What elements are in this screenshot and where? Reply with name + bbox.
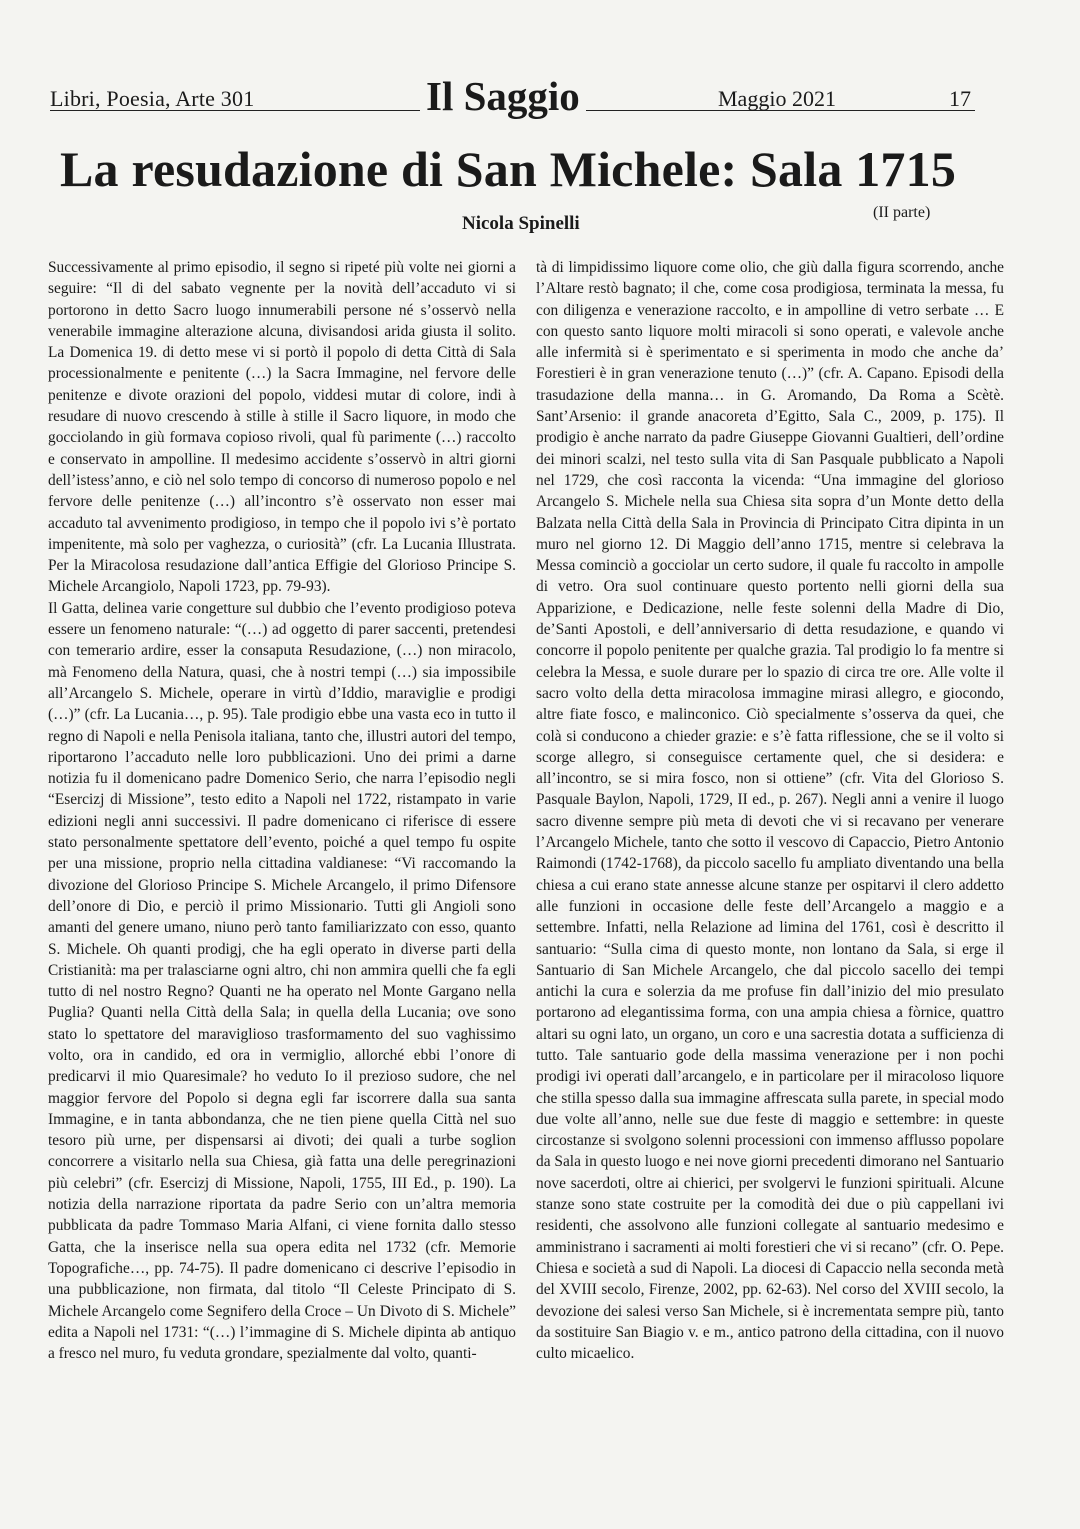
- paragraph: Il Gatta, delinea varie congetture sul dubbio che l’evento prodigioso poteva essere un fenomeno naturale: “(…) ad oggetto di parer saccenti, pretendesi con temerario ardire, esser la consaputa Resudazione, (…) non miracolo, mà Fenomeno della Natura, quasi, che à nostri tempi (…) sia impossibile all’Arcangelo S. Michele, operare in virtù d’Iddio, maraviglie e prodigi (…)” (cfr. La Lucania…, p. 95). Tale prodigio ebbe una vasta eco in tutto il regno di Napoli e nella Penisola italiana, tanto che, illustri autori del tempo, riportarono l’accaduto nelle loro pubblicazioni. Uno dei primi a darne notizia fu il domenicano padre Domenico Serio, che narra l’episodio negli “Esercizj di Missione”, testo edito a Napoli nel 1722, ristampato in varie edizioni negli anni successivi. Il padre domenicano ci riferisce di essere stato personalmente spettatore dell’evento, poiché a quel tempo fu ospite per una missione, proprio nella cittadina valdianese: “Vi raccomando la divozione del Glorioso Principe S. Michele Arcangelo, il primo Difensore dell’onore di Dio, e perciò il primo Missionario. Tutti gli Angioli sono amanti del genere umano, niuno però tanto familiarizzato con esso, quanto S. Michele. Oh quanti prodigj, che ha egli operato in diverse parti della Cristianità: ma per tralasciarne ogni altro, chi non ammira quelli che fa egli tutto di nel nostro Regno? Quanti ne ha operato nel Monte Gargano nella Puglia? Quanti nella Città della Sala; in quella della Lucania; ove sono stato lo spettatore del maraviglioso trasformamento del suo vaghissimo volto, ora in candido, ed ora in vermiglio, allorché ebbi l’onore di predicarvi il mio Quaresimale? ho veduto Io il prezioso sudore, che nel maggior fervore del Popolo si degna egli far iscorrere dalla sua santa Immagine, e in tanta abbondanza, che ne tien piene quella Città nel suo tesoro più urne, per dispensarsi ai divoti; dei quali a turbe soglion concorrere a visitarlo nella sua Chiesa, già fatta una delle peregrinazioni più celebri” (cfr. Esercizj di Missione, Napoli, 1755, III Ed., p. 190). La notizia della narrazione riportata da padre Serio con un’altra memoria pubblicata da padre Tommaso Maria Alfani, ci viene fornita dallo stesso Gatta, che la inserisce nella sua opera edita nel 1732 (cfr. Memorie Topografiche…, pp. 74-75). Il padre domenicano ci descrive l’episodio in una pubblicazione, non firmata, dal titolo “Il Celeste Principato di S. Michele Arcangelo come Segnifero della Croce – Un Divoto di S. Michele” edita a Napoli nel 1731: “(…) l’immagine di S. Michele dipinta ab antiquo a fresco nel muro, fu veduta grondare, spezialmente dal volto, quanti-: [48, 599, 516, 1363]
- text-column-right: [536, 257, 1004, 1364]
- page-number: 17: [949, 86, 971, 111]
- magazine-title: Il Saggio: [420, 74, 586, 118]
- paragraph: tà di limpidissimo liquore come olio, che giù dalla figura scorrendo, anche l’Altare restò bagnato; il che, come cosa prodigiosa, terminata la messa, fu con diligenza e venerazione raccolto, e in ampolline di vetro serbate … E con questo santo liquore molti miracoli si sono operati, e valevole anche alle infermità si è sperimentato e si sperimenta in modo che anche da’ Forestieri è in gran venerazione tenuto (…)” (cfr. A. Capano. Episodi della trasudazione della manna… in G. Aromando, Da Roma a Scètè. Sant’Arsenio: il grande anacoreta d’Egitto, Sala C., 2009, p. 175). Il prodigio è anche narrato da padre Giuseppe Giovanni Gualtieri, dell’ordine dei minori scalzi, nel testo sulla vita di San Pasquale pubblicato a Napoli nel 1729, che così racconta la vicenda: “Una immagine del glorioso Arcangelo S. Michele nella sua Chiesa sita sopra d’un Monte detto della Balzata nella Città della Sala in Provincia di Principato Citra dipinta in un muro nel giorno 12. Di Maggio dell’anno 1715, mentre si celebrava la Messa cominciò a gocciolar un certo sudore, il quale fu raccolto in ampolle di vetro. Ora suol continuare questo portento nelli giorni della sua Apparizione, e Dedicazione, nelle feste solenni della Madre di Dio, de’Santi Apostoli, e dell’anniversario di detta resudazione, e quando vi concorre il popolo penitente per qualche grazia. Tal prodigio lo fa mentre si celebra la Messa, e suole durare per lo spazio di circa tre ore. Alle volte il sacro volto della detta miracolosa immagine mirasi allegro, e giocondo, altre fiate fosco, e malinconico. Ciò specialmente s’osserva da quei, che colà si conducono a chieder grazie: e s’è fatta riflessione, che se il volto si scorge allegro, si conseguisce certamente quel, che si desidera: e all’incontro, se si mira fosco, non si ottiene” (cfr. Vita del Glorioso S. Pasquale Baylon, Napoli, 1729, II ed., p. 267). Negli anni a venire il luogo sacro divenne sempre più meta di devoti che vi si recavano per venerare l’Arcangelo Michele, tanto che sotto il vescovo di Capaccio, Pietro Antonio Raimondi (1742-1768), da piccolo sacello fu ampliato diventando una bella chiesa a cui erano state annesse alcune stanze per ospitarvi il clero addetto alle funzioni in occasione delle feste dell’Arcangelo a maggio e a settembre. Infatti, nella Relazione ad limina del 1761, così è descritto il santuario: “Sulla cima di questo monte, non lontano da Sala, si erge il Santuario di San Michele Arcangelo, che dal piccolo sacello dei tempi antichi la cura e solerzia da me profuse fin dall’inizio del mio presulato portarono ad elegantissima forma, con una ampia chiesa a fòrnice, quattro altari su ogni lato, un organo, un coro e una sacrestia dotata a sufficienza di tutto. Tale santuario gode della massima venerazione per i non pochi prodigi ivi operati dall’arcangelo, e in particolare per il miracoloso liquore che stilla spesso dalla sua immagine affrescata sulla parete, in special modo due volte all’anno, nelle sue due feste di maggio e settembre: in queste circostanze si svolgono solenni processioni con immenso afflusso popolare da Sala in questo luogo e nei nove giorni precedenti dimorano nel Santuario nove sacerdoti, oltre ai chierici, per svolgervi le funzioni spirituali. Alcune stanze sono state costruite per la comodità dei due o più cappellani ivi residenti, che assolvono alle funzioni collegate al santuario medesimo e amministrano i sacramenti ai molti forestieri che vi si recano” (cfr. O. Pepe. Chiesa e società a sud di Napoli. La diocesi di Capaccio nella seconda metà del XVIII secolo, Firenze, 2002, pp. 62-63). Nel corso del XVIII secolo, la devozione dei salesi verso San Michele, si è incrementata sempre più, tanto da sostituire San Biagio v. e m., antico patrono della cittadina, con il nuovo culto micaelico.: [536, 259, 1004, 1363]
- header-section: Libri, Poesia, Arte 301: [50, 86, 255, 111]
- issue-date: Maggio 2021: [718, 86, 836, 111]
- text-column-left: [48, 257, 516, 1364]
- article-author: Nicola Spinelli: [462, 213, 580, 234]
- paragraph: Successivamente al primo episodio, il segno si ripeté più volte nei giorni a seguire: “Il di del sabato vegnente per la novità dell’accaduto vi si portorono in detto Sacro luogo innumerabili persone né s’osservò nella venerabile immagine alterazione alcuna, divisandosi arida giusta il solito. La Domenica 19. di detto mese vi si portò il popolo di detta Città di Sala processionalmente e penitente (…) la Sacra Immagine, nel fervore delle penitenze e divote orazioni del popolo, viddesi mutar di colore, indi à resudare di nuovo crescendo à stille à stille il Sacro liquore, in modo che gocciolando in giù formava copioso rivoli, qual fù parimente (…) raccolto e conservato in ampolline. Il medesimo accidente s’osservò in altri giorni dell’istess’anno, e ciò nel solo tempo di concorso di numeroso popolo e nel fervore delle penitenze (…) all’incontro s’è osservato non esser mai accaduto tal avvenimento prodigioso, in tempo che il popolo ivi s’è portato impenitente, mà solo per vaghezza, o curiosità” (cfr. La Lucania Illustrata. Per la Miracolosa resudazione dall’antica Effigie del Glorioso Principe S. Michele Arcangiolo, Napoli 1723, pp. 79-93).: [48, 259, 516, 596]
- article-part: (II parte): [873, 204, 931, 221]
- article-title: La resudazione di San Michele: Sala 1715: [60, 141, 957, 197]
- running-header: [50, 73, 975, 119]
